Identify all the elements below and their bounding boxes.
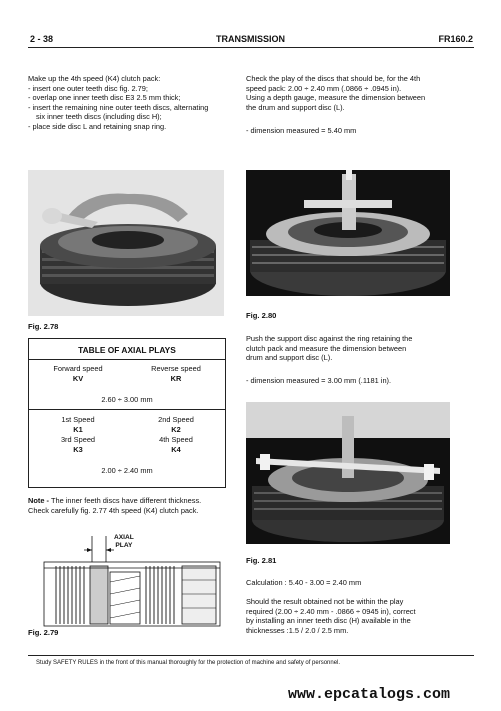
fig-2-79-label: Fig. 2.79 — [28, 628, 59, 637]
forward-speed-label: Forward speed — [53, 364, 103, 373]
fig-2-81-label: Fig. 2.81 — [246, 556, 277, 565]
watermark-link[interactable]: www.epcatalogs.com — [288, 686, 451, 703]
para-line: required (2.00 ÷ 2.40 mm - .0866 ÷ 0945 in), correct — [246, 606, 416, 616]
section-title: TRANSMISSION — [215, 34, 285, 44]
intro-line: - overlap one inner teeth disc E3 2.5 mm thick; — [28, 93, 181, 103]
photo-fig-2-81 — [246, 402, 450, 544]
para-line: Push the support disc against the ring retaining the — [246, 334, 413, 343]
kv-code: KV — [72, 374, 84, 383]
measured-1: - dimension measured = 5.40 mm — [246, 126, 357, 135]
k1-code: K1 — [73, 425, 83, 434]
intro-text — [28, 74, 228, 132]
right-para-2 — [246, 334, 474, 363]
right-para-1 — [246, 74, 474, 112]
clutch-pack-photo — [28, 170, 224, 316]
clutch-diagram-fig-2-79 — [40, 532, 224, 628]
table-title: TABLE OF AXIAL PLAYS — [78, 345, 176, 355]
page-number: 2 - 38 — [30, 34, 54, 44]
para-line: clutch pack and measure the dimension between — [246, 343, 407, 353]
speed-label: 2nd Speed — [158, 415, 194, 424]
note — [28, 496, 228, 515]
k4-code: K4 — [171, 445, 181, 454]
para-line: Should the result obtained not be within the play — [246, 597, 404, 606]
header-rule — [28, 47, 474, 48]
axial-play-label — [114, 534, 134, 550]
photo-fig-2-80 — [246, 170, 450, 296]
intro-line: - insert one outer teeth disc fig. 2.79; — [28, 83, 148, 93]
speed-label: 4th Speed — [159, 435, 193, 444]
range-value: 2.00 ÷ 2.40 mm — [101, 466, 153, 475]
axial-plays-table — [28, 338, 226, 488]
k2-code: K2 — [171, 425, 181, 434]
note-label: Note - — [28, 496, 51, 505]
note-text: The inner feeth discs have different thickness. — [51, 496, 202, 505]
para-line: thicknesses :1.5 / 2.0 / 2.5 mm. — [246, 625, 349, 635]
axial-label: AXIAL — [114, 534, 134, 541]
speed-label: 1st Speed — [61, 415, 95, 424]
range-value: 2.60 ÷ 3.00 mm — [101, 395, 153, 404]
footer-rule — [28, 655, 474, 656]
table-rule — [29, 409, 225, 410]
measured-2: - dimension measured = 3.00 mm (.1181 in). — [246, 376, 392, 385]
fig-2-80-label: Fig. 2.80 — [246, 311, 277, 320]
note-text: Check carefully fig. 2.77 4th speed (K4) clutch pack. — [28, 505, 199, 515]
right-para-3 — [246, 597, 474, 635]
photo-fig-2-78 — [28, 170, 224, 316]
intro-line: - place side disc L and retaining snap ring. — [28, 121, 167, 131]
model-code: FR160.2 — [438, 34, 473, 44]
depth-gauge-photo — [246, 170, 450, 296]
fig-2-78-label: Fig. 2.78 — [28, 322, 59, 331]
intro-line: six inner teeth discs (including disc H); — [36, 112, 162, 122]
para-line: speed pack: 2.00 ÷ 2.40 mm (.0866 ÷ .0945 in). — [246, 83, 402, 93]
para-line: Using a depth gauge, measure the dimension between — [246, 93, 426, 103]
para-line: the drum and support disc (L). — [246, 102, 345, 112]
reverse-speed-label: Reverse speed — [151, 364, 201, 373]
speed-label: 3rd Speed — [60, 435, 96, 444]
kr-code: KR — [170, 374, 182, 383]
k3-code: K3 — [73, 445, 83, 454]
para-line: drum and support disc (L). — [246, 353, 333, 363]
calculation: Calculation : 5.40 - 3.00 = 2.40 mm — [246, 578, 362, 587]
para-line: Check the play of the discs that should be, for the 4th — [246, 74, 421, 83]
intro-line: Make up the 4th speed (K4) clutch pack: — [28, 74, 161, 83]
caliper-photo — [246, 402, 450, 544]
para-line: by installing an inner teeth disc (H) available in the — [246, 616, 411, 626]
intro-line: - insert the remaining nine outer teeth discs, alternating — [28, 102, 209, 112]
safety-footer: Study SAFETY RULES in the front of this manual thoroughly for the protection of machine and safety of personnel. — [36, 660, 341, 666]
play-label: PLAY — [115, 542, 133, 549]
table-rule — [29, 359, 225, 360]
